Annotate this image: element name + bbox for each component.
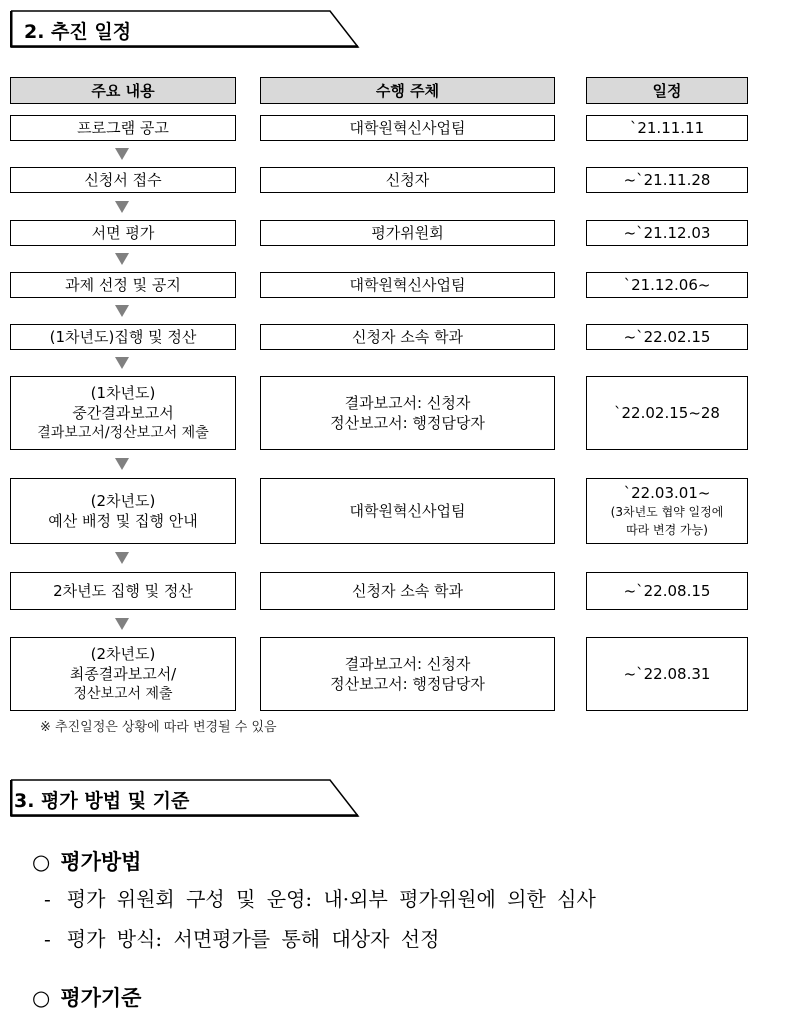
cell-line: 정산보고서: 행정담당자: [330, 675, 485, 693]
content-cell: [10, 478, 236, 544]
method-heading: [32, 846, 141, 876]
cell-line: 신청자 소속 학과: [352, 582, 463, 600]
schedule-cell: [586, 272, 748, 298]
down-arrow-icon: [115, 618, 129, 630]
cell-line: 정산보고서: 행정담당자: [330, 414, 485, 432]
schedule-cell: [586, 572, 748, 610]
content-cell: [10, 637, 236, 711]
actor-cell: [260, 220, 555, 246]
content-cell: [10, 324, 236, 350]
content-cell: [10, 115, 236, 141]
schedule-cell: [586, 376, 748, 450]
cell-line: (3차년도 협약 일정에: [610, 505, 724, 519]
cell-line: 최종결과보고서/: [69, 665, 177, 683]
cell-line: (1차년도): [90, 384, 156, 402]
cell-line: ~`21.12.03: [623, 224, 711, 242]
cell-line: 대학원혁신사업팀: [349, 119, 466, 137]
dash-bullet: -: [44, 927, 51, 951]
cell-line: 결과보고서: 신청자: [344, 655, 471, 673]
schedule-note: ※ 추진일정은 상황에 따라 변경될 수 있음: [40, 720, 277, 735]
header-content: 주요 내용: [10, 77, 236, 104]
down-arrow-icon: [115, 201, 129, 213]
content-cell: [10, 572, 236, 610]
cell-line: 정산보고서 제출: [73, 686, 173, 702]
cell-line: (2차년도): [90, 645, 156, 663]
content-cell: [10, 167, 236, 193]
cell-line: 프로그램 공고: [77, 119, 169, 137]
cell-line: ~`22.02.15: [623, 328, 711, 346]
cell-line: (1차년도)집행 및 정산: [49, 328, 197, 346]
cell-line: 평가위원회: [371, 224, 444, 242]
cell-line: 중간결과보고서: [72, 404, 174, 422]
actor-cell: [260, 324, 555, 350]
dash-bullet: -: [44, 887, 51, 911]
circle-bullet-icon: ○: [32, 850, 51, 874]
cell-line: 따라 변경 가능): [626, 523, 708, 537]
circle-bullet-icon: ○: [32, 986, 51, 1010]
actor-cell: [260, 272, 555, 298]
cell-line: 예산 배정 및 집행 안내: [48, 512, 198, 530]
schedule-cell: [586, 220, 748, 246]
cell-line: 신청자 소속 학과: [352, 328, 463, 346]
method-item: [44, 923, 439, 952]
schedule-cell: [586, 478, 748, 544]
criteria-title: 평가기준: [60, 985, 142, 1010]
down-arrow-icon: [115, 148, 129, 160]
down-arrow-icon: [115, 357, 129, 369]
section-3-title-text: 3. 평가 방법 및 기준: [14, 790, 190, 812]
method-item-text: 평가 위원회 구성 및 운영: 내·외부 평가위원에 의한 심사: [66, 887, 596, 911]
section-3-title: [10, 779, 360, 815]
cell-line: `21.12.06~: [623, 276, 711, 294]
actor-cell: [260, 637, 555, 711]
method-item: [44, 883, 596, 912]
cell-line: 결과보고서: 신청자: [344, 394, 471, 412]
cell-line: 서면 평가: [91, 224, 155, 242]
header-actor: 수행 주체: [260, 77, 555, 104]
cell-line: `21.11.11: [629, 119, 705, 137]
cell-line: ~`22.08.15: [623, 582, 711, 600]
cell-line: 신청자: [385, 171, 430, 189]
cell-line: (2차년도): [90, 492, 156, 510]
down-arrow-icon: [115, 253, 129, 265]
method-title: 평가방법: [60, 849, 142, 874]
cell-line: 대학원혁신사업팀: [349, 502, 466, 520]
cell-line: 대학원혁신사업팀: [349, 276, 466, 294]
criteria-heading: [32, 982, 141, 1012]
actor-cell: [260, 572, 555, 610]
schedule-cell: [586, 324, 748, 350]
actor-cell: [260, 167, 555, 193]
schedule-cell: [586, 637, 748, 711]
cell-line: ~`22.08.31: [623, 665, 711, 683]
content-cell: [10, 272, 236, 298]
down-arrow-icon: [115, 458, 129, 470]
cell-line: 결과보고서/정산보고서 제출: [37, 425, 209, 441]
schedule-cell: [586, 167, 748, 193]
section-2-title-text: 2. 추진 일정: [24, 21, 132, 43]
down-arrow-icon: [115, 552, 129, 564]
cell-line: 신청서 접수: [84, 171, 162, 189]
actor-cell: [260, 115, 555, 141]
actor-cell: [260, 478, 555, 544]
content-cell: [10, 376, 236, 450]
cell-line: 과제 선정 및 공지: [65, 276, 181, 294]
method-item-text: 평가 방식: 서면평가를 통해 대상자 선정: [66, 927, 440, 951]
cell-line: `22.03.01~: [623, 484, 711, 502]
schedule-cell: [586, 115, 748, 141]
actor-cell: [260, 376, 555, 450]
section-2-title: [10, 10, 360, 46]
content-cell: [10, 220, 236, 246]
cell-line: `22.02.15~28: [614, 404, 720, 422]
cell-line: 2차년도 집행 및 정산: [53, 582, 193, 600]
cell-line: ~`21.11.28: [623, 171, 711, 189]
header-schedule: 일정: [586, 77, 748, 104]
down-arrow-icon: [115, 305, 129, 317]
